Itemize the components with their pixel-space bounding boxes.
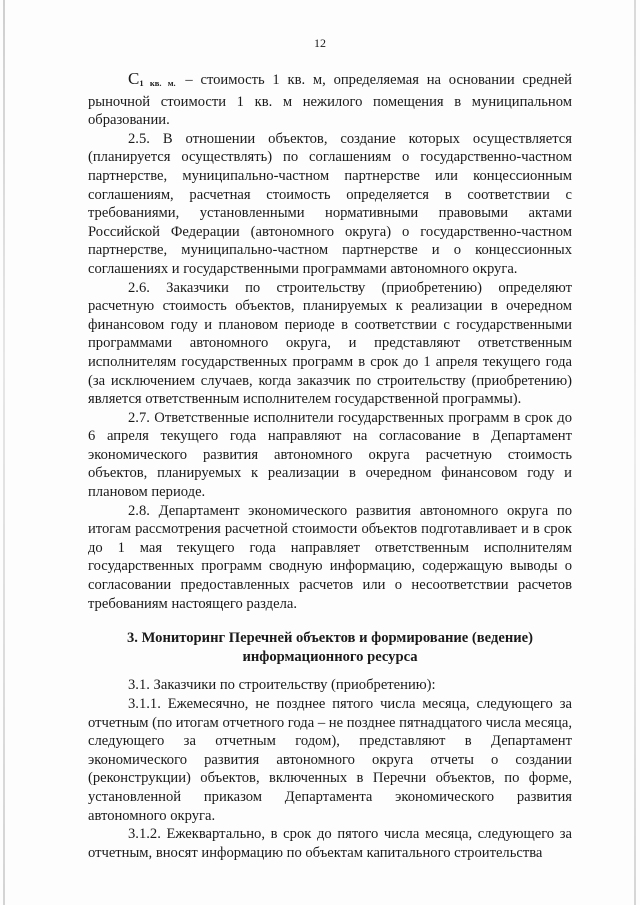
paragraph-2-8: 2.8. Департамент экономического развития автономного округа по итогам рассмотрения расчетной стоимости объектов подготавливает и в срок до 1 мая текущего года направляет ответственным исполнителям государственных программ сводную информацию, содержащую выводы о согласовании предоставленных расчетов или о несоответствии расчетов требованиям настоящего раздела. [88,502,572,612]
section-3-heading-line-1: 3. Мониторинг Перечней объектов и формирование (ведение) [127,630,533,647]
cost-symbol-subscript: 1 кв. м. [139,78,176,88]
spacer [88,666,572,676]
section-3-heading-line-2: информационного ресурса [242,648,418,665]
section-3-heading [88,629,572,666]
paragraph-2-7: 2.7. Ответственные исполнители государственных программ в срок до 6 апреля текущего года направляют на согласование в Департамент экономического развития автономного округа расчетную стоимость объектов, планируемых к реализации в очередном финансовом году и плановом периоде. [88,409,572,501]
page-number: 12 [314,36,326,50]
paragraph-3-1-1: 3.1.1. Ежемесячно, не позднее пятого числа месяца, следующего за отчетным (по итогам отчетного года – не позднее пятнадцатого числа месяца, следующего за отчетным годом), представляют в Департамент экономического развития автономного округа отчеты о создании (реконструкции) объектов, включенных в Перечни объектов, по форме, установленной приказом Департамента экономического развития автономного округа. [88,696,572,824]
paragraph-3-1: 3.1. Заказчики по строительству (приобретению): [128,677,436,694]
paragraph-3-1-2: 3.1.2. Ежеквартально, в срок до пятого числа месяца, следующего за отчетным, вносят информацию по объектам капитального строительства [88,826,572,861]
document-body [88,70,572,862]
scan-edge-left [3,0,5,905]
cost-definition [88,70,572,130]
cost-definition-text: – стоимость 1 кв. м, определяемая на основании средней рыночной стоимости 1 кв. м нежилого помещения в муниципальном образовании. [88,72,572,129]
spacer [88,613,572,629]
paragraph-2-6: 2.6. Заказчики по строительству (приобретению) определяют расчетную стоимость объектов, планируемых к реализации в очередном финансовом году и плановом периоде в соответствии с государственными программами автономного округа, и представляют ответственным исполнителям государственных программ в срок до 1 апреля текущего года (за исключением случаев, когда заказчик по строительству (приобретению) является ответственным исполнителем государственной программы). [88,279,572,408]
cost-symbol: С [128,69,140,88]
scan-edge-right [634,0,636,905]
paragraph-2-5: 2.5. В отношении объектов, создание которых осуществляется (планируется осуществлять) по соглашениям о государственно-частном партнерстве, муниципально-частном партнерстве или концессионным соглашениям, расчетная стоимость определяется в соответствии с требованиями, установленными нормативными правовыми актами Российской Федерации (автономного округа) о государственно-частном партнерстве, муниципально-частном партнерстве и о концессионных соглашениях и государственными программами автономного округа. [88,130,572,277]
